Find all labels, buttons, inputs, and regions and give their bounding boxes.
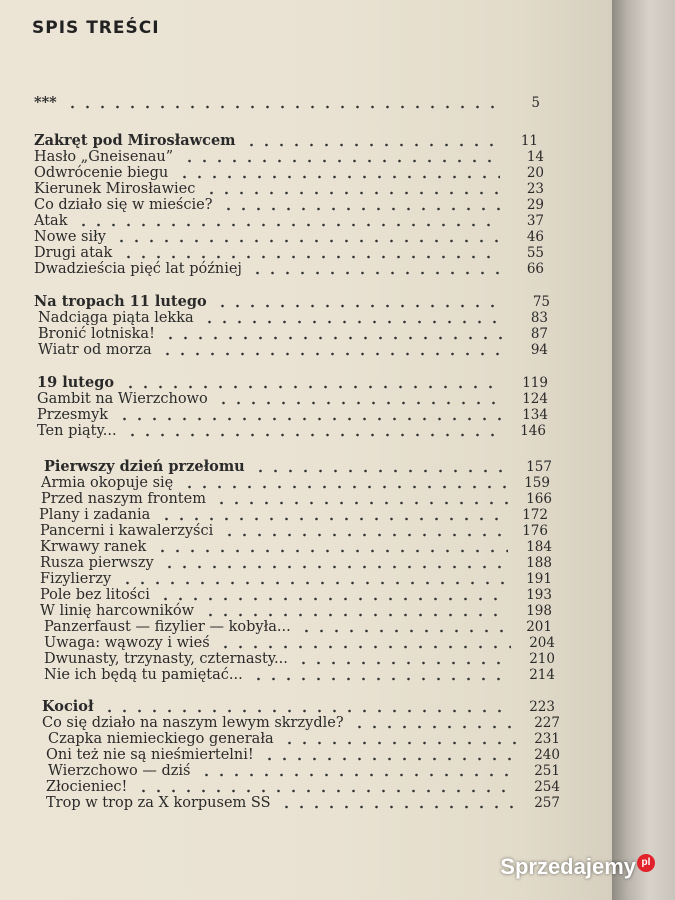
section-title: Hasło „Gneisenau” bbox=[34, 149, 174, 165]
page-number: 254 bbox=[534, 779, 560, 795]
page-number: 157 bbox=[526, 459, 552, 475]
toc-entry bbox=[41, 475, 550, 491]
section-title: Kierunek Mirosławiec bbox=[34, 181, 196, 197]
leader-dots bbox=[177, 165, 500, 181]
toc-entry bbox=[40, 587, 552, 603]
leader-dots bbox=[299, 619, 508, 635]
toc-entry bbox=[40, 523, 548, 539]
page-number: 172 bbox=[522, 507, 548, 523]
page-number: 14 bbox=[526, 149, 544, 165]
page-number: 223 bbox=[529, 699, 555, 715]
page-number: 87 bbox=[530, 326, 548, 342]
leader-dots bbox=[204, 181, 500, 197]
leader-dots bbox=[222, 523, 504, 539]
toc-entry bbox=[41, 491, 552, 507]
toc-entry bbox=[37, 375, 548, 391]
toc-entry bbox=[46, 747, 560, 763]
leader-dots bbox=[199, 763, 516, 779]
page-number: 210 bbox=[529, 651, 555, 667]
page-number: 55 bbox=[526, 245, 544, 261]
page-number: 5 bbox=[531, 95, 540, 111]
leader-dots bbox=[215, 294, 506, 310]
page-number: 227 bbox=[534, 715, 560, 731]
page-number: 188 bbox=[526, 555, 552, 571]
section-title: Pancerni i kawalerzyści bbox=[40, 523, 214, 539]
page-number: 29 bbox=[526, 197, 544, 213]
leader-dots bbox=[102, 699, 511, 715]
leader-dots bbox=[202, 310, 504, 326]
section-title: Armia okopuje się bbox=[41, 475, 174, 491]
toc-entry bbox=[39, 507, 548, 523]
section-title: Bronić lotniska! bbox=[38, 326, 155, 342]
page-number: 204 bbox=[529, 635, 555, 651]
leader-dots bbox=[352, 715, 516, 731]
leader-dots bbox=[214, 491, 508, 507]
leader-dots bbox=[158, 587, 508, 603]
page-number: 214 bbox=[529, 667, 555, 683]
toc-entry bbox=[37, 407, 548, 423]
section-title: Rusza pierwszy bbox=[40, 555, 154, 571]
section-title: Dwunasty, trzynasty, czternasty... bbox=[44, 651, 288, 667]
page-number: 198 bbox=[526, 603, 552, 619]
section-title: Nie ich będą tu pamiętać... bbox=[44, 667, 243, 683]
section-title: Nowe siły bbox=[34, 229, 106, 245]
leader-dots bbox=[159, 507, 504, 523]
toc-entry bbox=[34, 133, 538, 149]
leader-dots bbox=[203, 603, 508, 619]
leader-dots bbox=[250, 261, 500, 277]
page-number: 66 bbox=[526, 261, 544, 277]
section-title: Uwaga: wąwozy i wieś bbox=[44, 635, 210, 651]
section-title: Czapka niemieckiego generała bbox=[48, 731, 274, 747]
page-number: 119 bbox=[522, 375, 548, 391]
leader-dots bbox=[253, 459, 508, 475]
section-title: Oni też nie są nieśmiertelni! bbox=[46, 747, 254, 763]
section-title: Co się działo na naszym lewym skrzydle? bbox=[42, 715, 344, 731]
toc-entry bbox=[42, 715, 560, 731]
watermark-logo bbox=[500, 854, 655, 880]
toc-entry bbox=[34, 95, 540, 111]
leader-dots bbox=[216, 391, 504, 407]
toc-entry bbox=[37, 391, 548, 407]
toc-entry bbox=[44, 459, 552, 475]
section-title: Przesmyk bbox=[37, 407, 109, 423]
section-title: Drugi atak bbox=[34, 245, 113, 261]
page-number: 23 bbox=[526, 181, 544, 197]
toc-entry bbox=[44, 619, 552, 635]
section-title: Wierzchowo — dziś bbox=[48, 763, 191, 779]
leader-dots bbox=[262, 747, 516, 763]
page-edge-shadow bbox=[612, 0, 675, 900]
section-title: Dwadzieścia pięć lat później bbox=[34, 261, 242, 277]
toc-entry bbox=[34, 294, 550, 310]
leader-dots bbox=[65, 95, 496, 111]
section-title: Przed naszym frontem bbox=[41, 491, 206, 507]
leader-dots bbox=[76, 213, 500, 229]
toc-entry bbox=[40, 555, 552, 571]
toc-entry bbox=[37, 423, 546, 439]
leader-dots bbox=[121, 245, 500, 261]
toc-entry bbox=[34, 197, 544, 213]
leader-dots bbox=[182, 149, 500, 165]
page-number: 75 bbox=[532, 294, 550, 310]
watermark-text: Sprzedajemy bbox=[500, 854, 636, 879]
toc-entry bbox=[48, 763, 560, 779]
section-title: Złocieniec! bbox=[46, 779, 128, 795]
leader-dots bbox=[117, 407, 504, 423]
page-number: 184 bbox=[526, 539, 552, 555]
page-number: 231 bbox=[534, 731, 560, 747]
toc-entry bbox=[34, 261, 544, 277]
toc-entry bbox=[34, 229, 544, 245]
section-title: Fizylierzy bbox=[40, 571, 112, 587]
leader-dots bbox=[162, 555, 508, 571]
toc-entry bbox=[44, 651, 555, 667]
toc-entry bbox=[38, 310, 548, 326]
toc-entry bbox=[46, 795, 560, 811]
section-title: Nadciąga piąta lekka bbox=[38, 310, 194, 326]
page-number: 134 bbox=[522, 407, 548, 423]
page-number: 159 bbox=[524, 475, 550, 491]
leader-dots bbox=[163, 326, 504, 342]
leader-dots bbox=[182, 475, 506, 491]
leader-dots bbox=[125, 423, 502, 439]
toc-entry bbox=[34, 149, 544, 165]
toc-entry bbox=[44, 635, 555, 651]
toc-entry bbox=[44, 667, 555, 683]
page-number: 20 bbox=[526, 165, 544, 181]
leader-dots bbox=[160, 342, 504, 358]
section-title: Krwawy ranek bbox=[40, 539, 147, 555]
section-title: Atak bbox=[34, 213, 68, 229]
toc-entry bbox=[40, 571, 552, 587]
leader-dots bbox=[114, 229, 500, 245]
section-title: Ten piąty... bbox=[37, 423, 117, 439]
page-heading: SPIS TREŚCI bbox=[32, 18, 160, 38]
section-title: Wiatr od morza bbox=[38, 342, 152, 358]
page-number: 11 bbox=[520, 133, 538, 149]
page-number: 176 bbox=[522, 523, 548, 539]
leader-dots bbox=[120, 571, 508, 587]
leader-dots bbox=[218, 635, 511, 651]
toc-entry bbox=[38, 342, 548, 358]
section-title: Pole bez litości bbox=[40, 587, 150, 603]
page-number: 240 bbox=[534, 747, 560, 763]
leader-dots bbox=[251, 667, 511, 683]
page-number: 257 bbox=[534, 795, 560, 811]
page-number: 146 bbox=[520, 423, 546, 439]
section-title: W linię harcowników bbox=[40, 603, 195, 619]
leader-dots bbox=[136, 779, 516, 795]
page-number: 94 bbox=[530, 342, 548, 358]
chapter-title: Na tropach 11 lutego bbox=[34, 293, 207, 310]
page-number: 37 bbox=[526, 213, 544, 229]
chapter-title: Kocioł bbox=[42, 698, 94, 715]
section-title: Panzerfaust — fizylier — kobyła... bbox=[44, 619, 291, 635]
chapter-title: *** bbox=[34, 94, 57, 111]
toc-entry bbox=[34, 165, 544, 181]
section-title: Odwrócenie biegu bbox=[34, 165, 169, 181]
toc-entry bbox=[46, 779, 560, 795]
page-number: 193 bbox=[526, 587, 552, 603]
section-title: Plany i zadania bbox=[39, 507, 151, 523]
section-title: Trop w trop za X korpusem SS bbox=[46, 795, 271, 811]
toc-entry bbox=[34, 213, 544, 229]
toc-entry bbox=[40, 603, 552, 619]
watermark-badge: pl bbox=[637, 854, 655, 872]
leader-dots bbox=[244, 133, 494, 149]
toc-entry bbox=[34, 181, 544, 197]
toc-entry bbox=[38, 326, 548, 342]
leader-dots bbox=[296, 651, 511, 667]
leader-dots bbox=[155, 539, 508, 555]
leader-dots bbox=[282, 731, 516, 747]
leader-dots bbox=[221, 197, 500, 213]
page-number: 166 bbox=[526, 491, 552, 507]
toc-entry bbox=[34, 245, 544, 261]
chapter-title: 19 lutego bbox=[37, 374, 115, 391]
page-number: 191 bbox=[526, 571, 552, 587]
page-number: 83 bbox=[530, 310, 548, 326]
section-title: Co działo się w mieście? bbox=[34, 197, 213, 213]
leader-dots bbox=[123, 375, 504, 391]
page-number: 124 bbox=[522, 391, 548, 407]
chapter-title: Pierwszy dzień przełomu bbox=[44, 458, 245, 475]
chapter-title: Zakręt pod Mirosławcem bbox=[34, 132, 236, 149]
page-number: 201 bbox=[526, 619, 552, 635]
page-number: 251 bbox=[534, 763, 560, 779]
toc-entry bbox=[40, 539, 552, 555]
page-number: 46 bbox=[526, 229, 544, 245]
leader-dots bbox=[279, 795, 516, 811]
toc-entry bbox=[42, 699, 555, 715]
section-title: Gambit na Wierzchowo bbox=[37, 391, 208, 407]
toc-entry bbox=[48, 731, 560, 747]
